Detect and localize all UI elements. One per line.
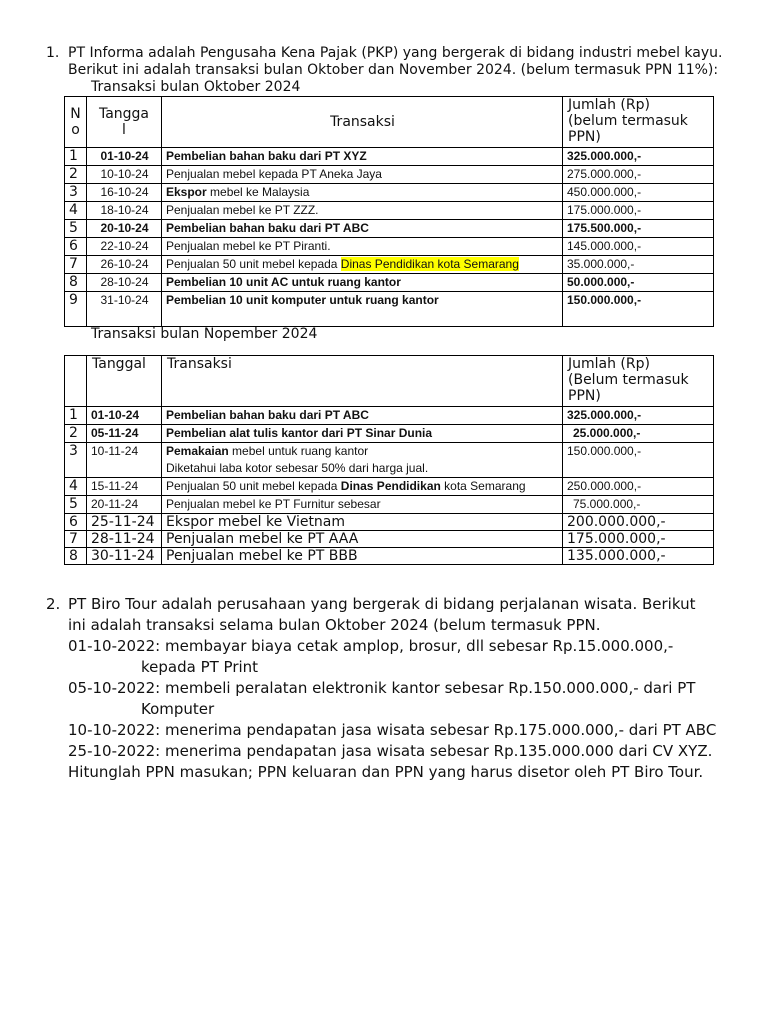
table-cell: Penjualan mebel ke PT ZZZ. bbox=[162, 202, 563, 220]
table-cell: Pembelian bahan baku dari PT ABC bbox=[162, 407, 563, 425]
october-caption: Transaksi bulan Oktober 2024 bbox=[91, 79, 301, 95]
table-header-row bbox=[65, 97, 714, 148]
header-transaction: Transaksi bbox=[162, 356, 563, 407]
table-cell: 6 bbox=[65, 238, 87, 256]
table-cell: 28-10-24 bbox=[87, 274, 162, 292]
table-cell: 150.000.000,- bbox=[563, 292, 714, 327]
table-row bbox=[65, 166, 714, 184]
table-cell: 5 bbox=[65, 496, 87, 514]
table-cell: 2 bbox=[65, 425, 87, 443]
table-cell: 30-11-24 bbox=[87, 548, 162, 565]
table-cell: 35.000.000,- bbox=[563, 256, 714, 274]
question-number: 2. bbox=[46, 595, 61, 613]
table-cell: 31-10-24 bbox=[87, 292, 162, 327]
october-table bbox=[64, 96, 714, 327]
table-cell: 26-10-24 bbox=[87, 256, 162, 274]
header-no bbox=[65, 356, 87, 407]
transaction-line-continued: Komputer bbox=[141, 700, 215, 718]
table-cell: 8 bbox=[65, 548, 87, 565]
november-table bbox=[64, 355, 714, 565]
header-date: Tanggal bbox=[87, 356, 162, 407]
table-row bbox=[65, 184, 714, 202]
table-row bbox=[65, 256, 714, 274]
table-cell: 20-10-24 bbox=[87, 220, 162, 238]
table-cell: 275.000.000,- bbox=[563, 166, 714, 184]
table-row bbox=[65, 478, 714, 496]
table-cell: 8 bbox=[65, 274, 87, 292]
table-cell: 175.500.000,- bbox=[563, 220, 714, 238]
table-cell: 75.000.000,- bbox=[563, 496, 714, 514]
table-cell: 3 bbox=[65, 443, 87, 478]
question-text-line: PT Biro Tour adalah perusahaan yang bergerak di bidang perjalanan wisata. Berikut bbox=[68, 595, 696, 613]
table-header-row bbox=[65, 356, 714, 407]
table-cell: Penjualan 50 unit mebel kepada Dinas Pendidikan kota Semarang bbox=[162, 256, 563, 274]
table-row bbox=[65, 496, 714, 514]
table-row bbox=[65, 407, 714, 425]
table-row bbox=[65, 514, 714, 531]
table-cell: 28-11-24 bbox=[87, 531, 162, 548]
table-cell: Pembelian bahan baku dari PT XYZ bbox=[162, 148, 563, 166]
transaction-line-continued: kepada PT Print bbox=[141, 658, 259, 676]
table-cell: Ekspor mebel ke Malaysia bbox=[162, 184, 563, 202]
question-text-line: ini adalah transaksi selama bulan Oktober 2024 (belum termasuk PPN. bbox=[68, 616, 601, 634]
table-cell: 7 bbox=[65, 531, 87, 548]
transaction-line: 01-10-2022: membayar biaya cetak amplop, brosur, dll sebesar Rp.15.000.000,- bbox=[68, 637, 674, 655]
table-cell: 250.000.000,- bbox=[563, 478, 714, 496]
table-cell: 16-10-24 bbox=[87, 184, 162, 202]
table-cell: 10-10-24 bbox=[87, 166, 162, 184]
table-cell: Pembelian 10 unit AC untuk ruang kantor bbox=[162, 274, 563, 292]
table-cell: 22-10-24 bbox=[87, 238, 162, 256]
question-instruction: Hitunglah PPN masukan; PPN keluaran dan PPN yang harus disetor oleh PT Biro Tour. bbox=[68, 763, 704, 781]
table-cell: 1 bbox=[65, 148, 87, 166]
table-cell: 175.000.000,- bbox=[563, 202, 714, 220]
table-cell: 05-11-24 bbox=[87, 425, 162, 443]
table-row bbox=[65, 274, 714, 292]
table-cell: Pembelian 10 unit komputer untuk ruang kantor bbox=[162, 292, 563, 327]
table-cell: 50.000.000,- bbox=[563, 274, 714, 292]
table-cell: 1 bbox=[65, 407, 87, 425]
table-row bbox=[65, 443, 714, 478]
table-cell: Ekspor mebel ke Vietnam bbox=[162, 514, 563, 531]
table-cell: 4 bbox=[65, 202, 87, 220]
table-cell: Pembelian alat tulis kantor dari PT Sinar Dunia bbox=[162, 425, 563, 443]
table-cell: 450.000.000,- bbox=[563, 184, 714, 202]
table-cell: 15-11-24 bbox=[87, 478, 162, 496]
table-cell: 10-11-24 bbox=[87, 443, 162, 478]
table-cell: 6 bbox=[65, 514, 87, 531]
table-row bbox=[65, 548, 714, 565]
table-cell: 2 bbox=[65, 166, 87, 184]
table-cell: 18-10-24 bbox=[87, 202, 162, 220]
table-cell: 01-10-24 bbox=[87, 407, 162, 425]
table-cell: Penjualan mebel ke PT AAA bbox=[162, 531, 563, 548]
table-cell: 25-11-24 bbox=[87, 514, 162, 531]
table-cell: 175.000.000,- bbox=[563, 531, 714, 548]
table-cell: 20-11-24 bbox=[87, 496, 162, 514]
transaction-line: 05-10-2022: membeli peralatan elektronik kantor sebesar Rp.150.000.000,- dari PT bbox=[68, 679, 696, 697]
table-row bbox=[65, 202, 714, 220]
table-cell: 325.000.000,- bbox=[563, 407, 714, 425]
header-amount: Jumlah (Rp) (Belum termasuk PPN) bbox=[563, 356, 714, 407]
table-cell: Penjualan mebel ke PT BBB bbox=[162, 548, 563, 565]
table-cell: 3 bbox=[65, 184, 87, 202]
table-cell: 5 bbox=[65, 220, 87, 238]
question-number: 1. bbox=[46, 45, 60, 61]
table-cell: 7 bbox=[65, 256, 87, 274]
table-cell: 4 bbox=[65, 478, 87, 496]
table-cell: 145.000.000,- bbox=[563, 238, 714, 256]
table-row bbox=[65, 220, 714, 238]
table-cell: Pemakaian mebel untuk ruang kantor Diketahui laba kotor sebesar 50% dari harga jual. bbox=[162, 443, 563, 478]
header-amount: Jumlah (Rp) (belum termasuk PPN) bbox=[563, 97, 714, 148]
question-text-line: Berikut ini adalah transaksi bulan Oktober dan November 2024. (belum termasuk PPN 11%): bbox=[68, 62, 719, 78]
transaction-line: 25-10-2022: menerima pendapatan jasa wisata sebesar Rp.135.000.000 dari CV XYZ. bbox=[68, 742, 713, 760]
table-row bbox=[65, 292, 714, 327]
table-cell: 135.000.000,- bbox=[563, 548, 714, 565]
question-text-line: PT Informa adalah Pengusaha Kena Pajak (PKP) yang bergerak di bidang industri mebel kayu. bbox=[68, 45, 723, 61]
table-cell: Pembelian bahan baku dari PT ABC bbox=[162, 220, 563, 238]
table-cell: 25.000.000,- bbox=[563, 425, 714, 443]
table-cell: Penjualan 50 unit mebel kepada Dinas Pendidikan kota Semarang bbox=[162, 478, 563, 496]
november-caption: Transaksi bulan Nopember 2024 bbox=[91, 326, 318, 342]
header-no: N o bbox=[65, 97, 87, 148]
transaction-line: 10-10-2022: menerima pendapatan jasa wisata sebesar Rp.175.000.000,- dari PT ABC bbox=[68, 721, 717, 739]
table-row bbox=[65, 425, 714, 443]
table-cell: Penjualan mebel ke PT Furnitur sebesar bbox=[162, 496, 563, 514]
table-cell: 9 bbox=[65, 292, 87, 327]
table-row bbox=[65, 148, 714, 166]
table-row bbox=[65, 238, 714, 256]
header-transaction: Transaksi bbox=[162, 97, 563, 148]
highlighted-text: Dinas Pendidikan kota Semarang bbox=[340, 257, 519, 271]
table-cell: 200.000.000,- bbox=[563, 514, 714, 531]
table-cell: Penjualan mebel ke PT Piranti. bbox=[162, 238, 563, 256]
header-date: Tangga l bbox=[87, 97, 162, 148]
table-cell: 325.000.000,- bbox=[563, 148, 714, 166]
table-row bbox=[65, 531, 714, 548]
table-cell: 01-10-24 bbox=[87, 148, 162, 166]
table-cell: Penjualan mebel kepada PT Aneka Jaya bbox=[162, 166, 563, 184]
table-cell: 150.000.000,- bbox=[563, 443, 714, 478]
